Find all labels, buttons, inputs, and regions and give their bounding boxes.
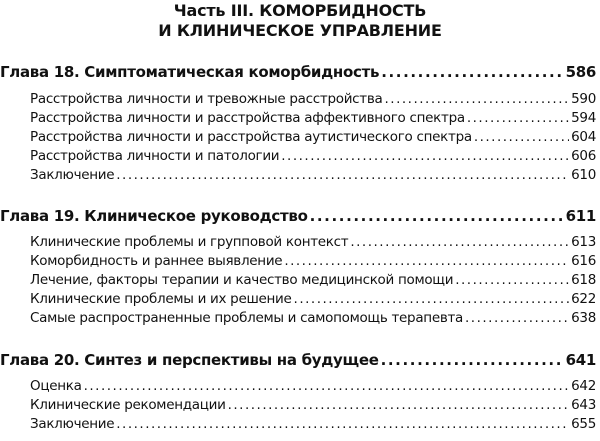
dot-leader bbox=[281, 148, 569, 164]
entry-title: Клинические проблемы и их решение bbox=[30, 291, 292, 307]
entry-title: Расстройства личности и патологии bbox=[30, 148, 280, 164]
entry-page-number: 618 bbox=[571, 272, 596, 288]
entry-page-number: 594 bbox=[571, 110, 596, 126]
toc-entry[interactable] bbox=[30, 397, 596, 416]
entry-page-number: 616 bbox=[571, 253, 596, 269]
chapter-page-number: 586 bbox=[565, 63, 596, 81]
entry-title: Клинические рекомендации bbox=[30, 397, 226, 413]
entry-page-number: 643 bbox=[571, 397, 596, 413]
entry-title: Расстройства личности и расстройства аутистического спектра bbox=[30, 129, 472, 145]
dot-leader bbox=[465, 310, 569, 326]
chapter-title: Глава 18. Симптоматическая коморбидность bbox=[0, 63, 380, 81]
chapter-title: Глава 19. Клиническое руководство bbox=[0, 207, 308, 225]
entry-title: Коморбидность и раннее выявление bbox=[30, 253, 283, 269]
dot-leader bbox=[310, 207, 564, 225]
entry-title: Расстройства личности и тревожные расстройства bbox=[30, 91, 383, 107]
part-title-line-1: Часть III. КОМОРБИДНОСТЬ bbox=[173, 1, 427, 20]
chapter-19-row[interactable] bbox=[0, 207, 596, 229]
toc-entry[interactable] bbox=[30, 167, 596, 186]
entry-page-number: 642 bbox=[571, 378, 596, 394]
part-heading bbox=[0, 0, 600, 41]
dot-leader bbox=[294, 291, 570, 307]
entry-page-number: 610 bbox=[571, 167, 596, 183]
toc-entry[interactable] bbox=[30, 416, 596, 435]
toc-entry[interactable] bbox=[30, 110, 596, 129]
dot-leader bbox=[381, 63, 563, 81]
chapter-page-number: 611 bbox=[565, 207, 596, 225]
dot-leader bbox=[384, 91, 569, 107]
entry-title: Лечение, факторы терапии и качество медицинской помощи bbox=[30, 272, 454, 288]
entry-title: Клинические проблемы и групповой контекст bbox=[30, 234, 349, 250]
dot-leader bbox=[381, 351, 564, 369]
toc-entry[interactable] bbox=[30, 234, 596, 253]
dot-leader bbox=[474, 129, 569, 145]
dot-leader bbox=[116, 167, 569, 183]
toc-entry[interactable] bbox=[30, 148, 596, 167]
chapter-title: Глава 20. Синтез и перспективы на будущее bbox=[0, 351, 379, 369]
entry-title: Расстройства личности и расстройства аффективного спектра bbox=[30, 110, 465, 126]
toc-entry[interactable] bbox=[30, 291, 596, 310]
toc-entry[interactable] bbox=[30, 272, 596, 291]
entry-page-number: 613 bbox=[571, 234, 596, 250]
entry-page-number: 622 bbox=[571, 291, 596, 307]
toc-entry[interactable] bbox=[30, 378, 596, 397]
dot-leader bbox=[455, 272, 569, 288]
dot-leader bbox=[350, 234, 569, 250]
dot-leader bbox=[228, 397, 570, 413]
entry-title: Заключение bbox=[30, 416, 115, 432]
entry-title: Заключение bbox=[30, 167, 115, 183]
chapter-18-row[interactable] bbox=[0, 63, 596, 85]
entry-page-number: 604 bbox=[571, 129, 596, 145]
dot-leader bbox=[467, 110, 569, 126]
toc-entry[interactable] bbox=[30, 253, 596, 272]
entry-title: Оценка bbox=[30, 378, 82, 394]
entry-page-number: 590 bbox=[571, 91, 596, 107]
chapter-20-row[interactable] bbox=[0, 351, 596, 373]
dot-leader bbox=[84, 378, 570, 394]
entry-page-number: 655 bbox=[571, 416, 596, 432]
entry-page-number: 606 bbox=[571, 148, 596, 164]
entry-page-number: 638 bbox=[571, 310, 596, 326]
chapter-page-number: 641 bbox=[565, 351, 596, 369]
toc-entry[interactable] bbox=[30, 310, 596, 329]
dot-leader bbox=[116, 416, 569, 432]
part-title-line-2: И КЛИНИЧЕСКОЕ УПРАВЛЕНИЕ bbox=[158, 21, 442, 40]
entry-title: Самые распространенные проблемы и самопомощь терапевта bbox=[30, 310, 464, 326]
toc-entry[interactable] bbox=[30, 91, 596, 110]
dot-leader bbox=[284, 253, 569, 269]
toc-entry[interactable] bbox=[30, 129, 596, 148]
